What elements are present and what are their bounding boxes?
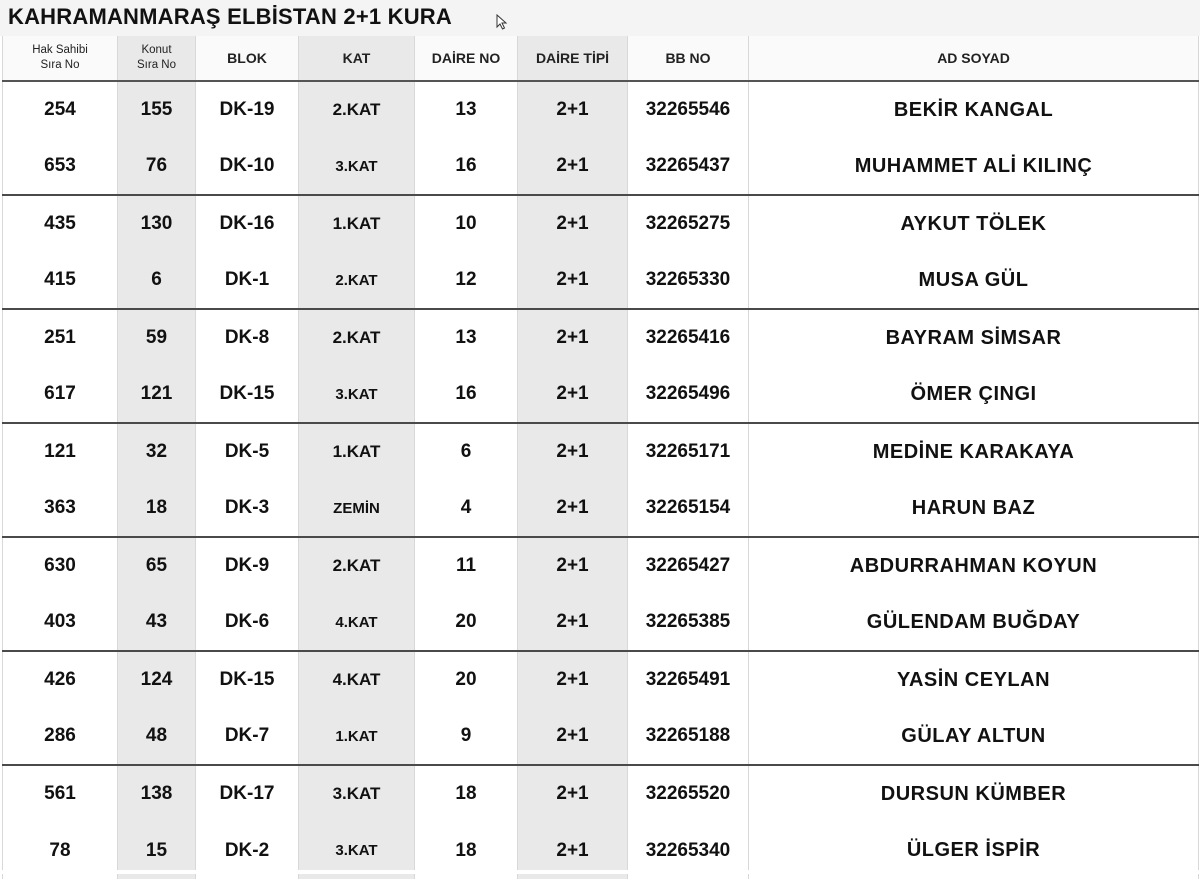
konut-sira-no-cell: 59 <box>118 309 196 366</box>
blok-cell: DK-9 <box>196 537 299 594</box>
hak-sahibi-sira-no-cell: 251 <box>3 309 118 366</box>
ad-soyad-cell: MEDİNE KARAKAYA <box>749 423 1199 480</box>
hak-sahibi-sira-no-cell: 561 <box>3 765 118 822</box>
kat-cell: 3.KAT <box>299 138 415 195</box>
kat-cell: 2.KAT <box>299 537 415 594</box>
daire-tipi-cell: 2+1 <box>518 765 628 822</box>
daire-no-cell: 20 <box>415 651 518 708</box>
daire-no-cell: 16 <box>415 366 518 423</box>
daire-no-cell: 18 <box>415 765 518 822</box>
konut-sira-no-cell: 155 <box>118 81 196 138</box>
konut-sira-no-cell: 124 <box>118 651 196 708</box>
daire-no-cell: 12 <box>415 252 518 309</box>
col-header-bb-no: BB NO <box>628 36 749 81</box>
konut-sira-no-cell: 48 <box>118 708 196 765</box>
blok-cell: DK-5 <box>196 423 299 480</box>
kat-cell: 1.KAT <box>299 708 415 765</box>
daire-tipi-cell: 2+1 <box>518 480 628 537</box>
bottom-edge <box>0 870 1200 874</box>
daire-tipi-cell: 2+1 <box>518 537 628 594</box>
konut-sira-no-cell: 76 <box>118 138 196 195</box>
hak-sahibi-sira-no-cell: 363 <box>3 480 118 537</box>
ad-soyad-cell: ÜLGER İSPİR <box>749 822 1199 879</box>
bb-no-cell: 32265491 <box>628 651 749 708</box>
table-row <box>3 195 1199 252</box>
hak-sahibi-sira-no-cell: 121 <box>3 423 118 480</box>
hak-sahibi-sira-no-cell: 653 <box>3 138 118 195</box>
table-row <box>3 594 1199 651</box>
ad-soyad-cell: GÜLENDAM BUĞDAY <box>749 594 1199 651</box>
table-row <box>3 366 1199 423</box>
kat-cell: 1.KAT <box>299 195 415 252</box>
daire-tipi-cell: 2+1 <box>518 651 628 708</box>
table-row <box>3 309 1199 366</box>
kat-cell: 3.KAT <box>299 822 415 879</box>
ad-soyad-cell: BEKİR KANGAL <box>749 81 1199 138</box>
konut-sira-no-cell: 65 <box>118 537 196 594</box>
page-title: KAHRAMANMARAŞ ELBİSTAN 2+1 KURA <box>8 4 452 29</box>
blok-cell: DK-6 <box>196 594 299 651</box>
col-header-hak-sahibi-sira-no: Hak Sahibi Sıra No <box>3 36 118 81</box>
blok-cell: DK-1 <box>196 252 299 309</box>
kat-cell: 3.KAT <box>299 765 415 822</box>
hak-sahibi-sira-no-cell: 254 <box>3 81 118 138</box>
bb-no-cell: 32265154 <box>628 480 749 537</box>
bb-no-cell: 32265427 <box>628 537 749 594</box>
daire-no-cell: 6 <box>415 423 518 480</box>
bb-no-cell: 32265188 <box>628 708 749 765</box>
table-row <box>3 708 1199 765</box>
daire-no-cell: 9 <box>415 708 518 765</box>
table-row <box>3 138 1199 195</box>
kat-cell: 4.KAT <box>299 651 415 708</box>
daire-no-cell: 16 <box>415 138 518 195</box>
bb-no-cell: 32265520 <box>628 765 749 822</box>
daire-no-cell: 11 <box>415 537 518 594</box>
blok-cell: DK-8 <box>196 309 299 366</box>
hak-sahibi-sira-no-cell: 286 <box>3 708 118 765</box>
hak-sahibi-sira-no-cell: 630 <box>3 537 118 594</box>
daire-no-cell: 18 <box>415 822 518 879</box>
daire-no-cell: 13 <box>415 309 518 366</box>
hak-sahibi-sira-no-cell: 617 <box>3 366 118 423</box>
title-bar <box>0 0 1200 36</box>
ad-soyad-cell: DURSUN KÜMBER <box>749 765 1199 822</box>
kat-cell: 4.KAT <box>299 594 415 651</box>
kat-cell: 2.KAT <box>299 309 415 366</box>
blok-cell: DK-15 <box>196 651 299 708</box>
col-header-kat: KAT <box>299 36 415 81</box>
bb-no-cell: 32265171 <box>628 423 749 480</box>
daire-tipi-cell: 2+1 <box>518 366 628 423</box>
daire-tipi-cell: 2+1 <box>518 594 628 651</box>
hak-sahibi-sira-no-cell: 78 <box>3 822 118 879</box>
daire-no-cell: 10 <box>415 195 518 252</box>
ad-soyad-cell: AYKUT TÖLEK <box>749 195 1199 252</box>
header-row <box>3 36 1199 81</box>
bb-no-cell: 32265385 <box>628 594 749 651</box>
bb-no-cell: 32265340 <box>628 822 749 879</box>
konut-sira-no-cell: 138 <box>118 765 196 822</box>
daire-tipi-cell: 2+1 <box>518 81 628 138</box>
konut-sira-no-cell: 43 <box>118 594 196 651</box>
blok-cell: DK-17 <box>196 765 299 822</box>
bb-no-cell: 32265437 <box>628 138 749 195</box>
table-row <box>3 651 1199 708</box>
table-row <box>3 480 1199 537</box>
blok-cell: DK-10 <box>196 138 299 195</box>
konut-sira-no-cell: 130 <box>118 195 196 252</box>
col-header-konut-sira-no: Konut Sıra No <box>118 36 196 81</box>
bb-no-cell: 32265546 <box>628 81 749 138</box>
kat-cell: 3.KAT <box>299 366 415 423</box>
daire-no-cell: 13 <box>415 81 518 138</box>
ad-soyad-cell: GÜLAY ALTUN <box>749 708 1199 765</box>
bb-no-cell: 32265330 <box>628 252 749 309</box>
table-row <box>3 81 1199 138</box>
daire-tipi-cell: 2+1 <box>518 138 628 195</box>
daire-tipi-cell: 2+1 <box>518 195 628 252</box>
col-header-daire-no: DAİRE NO <box>415 36 518 81</box>
bb-no-cell: 32265496 <box>628 366 749 423</box>
col-header-ad-soyad: AD SOYAD <box>749 36 1199 81</box>
hak-sahibi-sira-no-cell: 426 <box>3 651 118 708</box>
kura-results-table <box>2 36 1199 879</box>
ad-soyad-cell: MUSA GÜL <box>749 252 1199 309</box>
blok-cell: DK-7 <box>196 708 299 765</box>
hak-sahibi-sira-no-cell: 403 <box>3 594 118 651</box>
table-row <box>3 252 1199 309</box>
daire-tipi-cell: 2+1 <box>518 708 628 765</box>
daire-tipi-cell: 2+1 <box>518 252 628 309</box>
table-row <box>3 423 1199 480</box>
daire-no-cell: 20 <box>415 594 518 651</box>
konut-sira-no-cell: 121 <box>118 366 196 423</box>
col-header-blok: BLOK <box>196 36 299 81</box>
ad-soyad-cell: ABDURRAHMAN KOYUN <box>749 537 1199 594</box>
daire-tipi-cell: 2+1 <box>518 423 628 480</box>
kat-cell: 1.KAT <box>299 423 415 480</box>
konut-sira-no-cell: 6 <box>118 252 196 309</box>
table-row <box>3 765 1199 822</box>
col-header-daire-tipi: DAİRE TİPİ <box>518 36 628 81</box>
ad-soyad-cell: ÖMER ÇINGI <box>749 366 1199 423</box>
kat-cell: 2.KAT <box>299 252 415 309</box>
konut-sira-no-cell: 15 <box>118 822 196 879</box>
ad-soyad-cell: BAYRAM SİMSAR <box>749 309 1199 366</box>
table-body <box>3 81 1199 879</box>
ad-soyad-cell: HARUN BAZ <box>749 480 1199 537</box>
table-row <box>3 537 1199 594</box>
blok-cell: DK-15 <box>196 366 299 423</box>
daire-tipi-cell: 2+1 <box>518 822 628 879</box>
konut-sira-no-cell: 32 <box>118 423 196 480</box>
blok-cell: DK-3 <box>196 480 299 537</box>
blok-cell: DK-2 <box>196 822 299 879</box>
bb-no-cell: 32265275 <box>628 195 749 252</box>
ad-soyad-cell: MUHAMMET ALİ KILINÇ <box>749 138 1199 195</box>
blok-cell: DK-16 <box>196 195 299 252</box>
daire-tipi-cell: 2+1 <box>518 309 628 366</box>
hak-sahibi-sira-no-cell: 415 <box>3 252 118 309</box>
kat-cell: 2.KAT <box>299 81 415 138</box>
ad-soyad-cell: YASİN CEYLAN <box>749 651 1199 708</box>
mouse-pointer-icon <box>496 14 508 30</box>
bb-no-cell: 32265416 <box>628 309 749 366</box>
blok-cell: DK-19 <box>196 81 299 138</box>
kat-cell: ZEMİN <box>299 480 415 537</box>
hak-sahibi-sira-no-cell: 435 <box>3 195 118 252</box>
daire-no-cell: 4 <box>415 480 518 537</box>
konut-sira-no-cell: 18 <box>118 480 196 537</box>
